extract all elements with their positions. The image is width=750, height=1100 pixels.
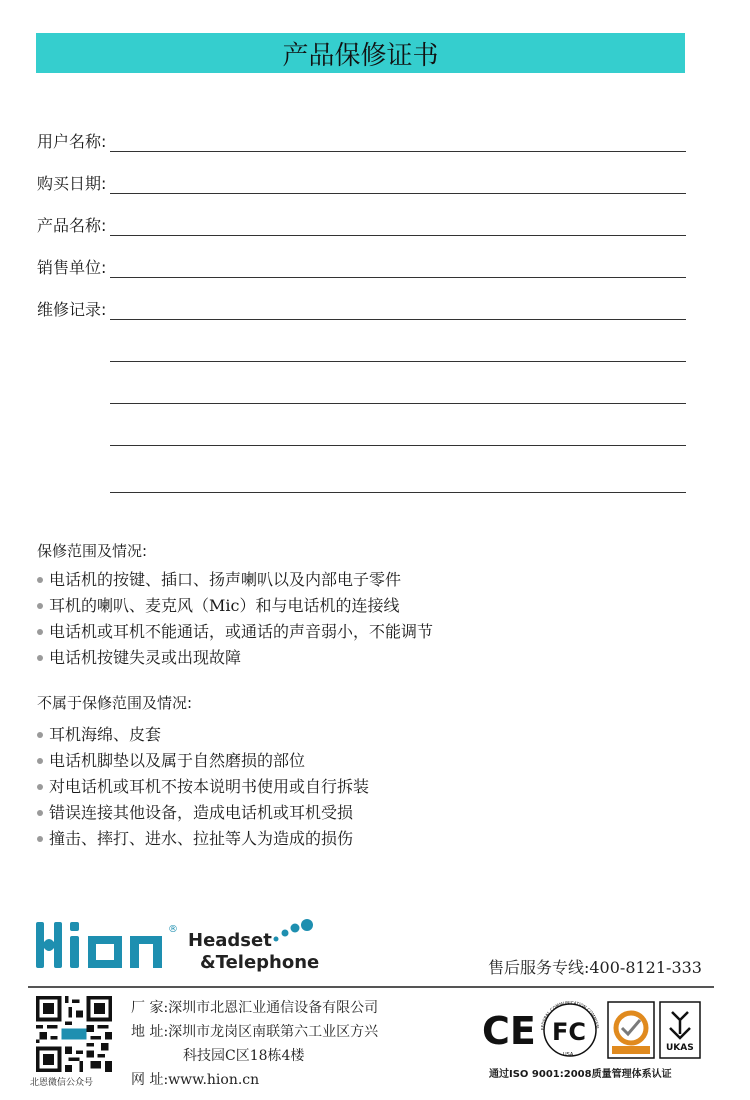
list-item: 撞击、摔打、进水、拉扯等人为造成的损伤: [37, 826, 369, 852]
bullet-icon: [37, 629, 43, 635]
seller-label: 销售单位:: [37, 258, 107, 277]
svg-text:CE: CE: [482, 1009, 536, 1053]
ce-mark-icon: [482, 1009, 536, 1053]
ukas-mark-icon: [660, 1002, 700, 1058]
bullet-icon: [37, 577, 43, 583]
company-info: [131, 996, 378, 1092]
company-address: 地 址:深圳市龙岗区南联第六工业区方兴: [131, 1024, 379, 1040]
form-row-user-name: [37, 128, 686, 152]
service-hotline: 售后服务专线:400-8121-333: [487, 958, 702, 977]
list-item: 电话机按键失灵或出现故障: [37, 645, 433, 671]
repair-record-line-2: [110, 361, 686, 362]
brand-headset-text: Headset: [188, 930, 272, 951]
purchase-date-line: [110, 193, 686, 194]
form-row-purchase-date: [37, 170, 686, 194]
svg-text:FEDERAL COMMUNICATION COMMISSI: FEDERAL COMMUNICATION COMMISSI: [539, 999, 600, 1031]
footer-divider: [28, 986, 714, 988]
list-item: 电话机脚垫以及属于自然磨损的部位: [37, 748, 369, 774]
purchase-date-label: 购买日期:: [37, 174, 107, 193]
form-row-product-name: [37, 212, 686, 236]
certification-logos: [482, 998, 702, 1062]
excluded-scope-title: 不属于保修范围及情况:: [37, 694, 193, 712]
brand-telephone-text: &Telephone: [200, 952, 320, 973]
bullet-icon: [37, 836, 43, 842]
list-item: 耳机海绵、皮套: [37, 722, 369, 748]
bullet-icon: [37, 758, 43, 764]
iso-certificate-icon: [608, 1002, 654, 1058]
bullet-icon: [37, 784, 43, 790]
list-item: 电话机或耳机不能通话，或通话的声音弱小，不能调节: [37, 619, 433, 645]
qr-code: [36, 996, 112, 1072]
product-name-label: 产品名称:: [37, 216, 107, 235]
list-item: 错误连接其他设备，造成电话机或耳机受损: [37, 800, 369, 826]
svg-text:USA: USA: [563, 1052, 574, 1058]
iso-caption: 通过ISO 9001:2008质量管理体系认证: [489, 1069, 672, 1080]
bullet-icon: [37, 603, 43, 609]
bullet-icon: [37, 655, 43, 661]
qr-caption: 北恩微信公众号: [30, 1078, 94, 1088]
form-row-repair-record: [37, 296, 686, 320]
warranty-scope-list: [37, 567, 433, 671]
product-name-line: [110, 235, 686, 236]
repair-record-label: 维修记录:: [37, 300, 107, 319]
user-name-label: 用户名称:: [37, 132, 107, 151]
title-bar: [36, 33, 685, 73]
warranty-scope-title: 保修范围及情况:: [37, 542, 148, 560]
seller-line: [110, 277, 686, 278]
company-website[interactable]: 网 址:www.hion.cn: [131, 1072, 260, 1088]
list-item: 对电话机或耳机不按本说明书使用或自行拆装: [37, 774, 369, 800]
company-maker: 厂 家:深圳市北恩汇业通信设备有限公司: [131, 1000, 379, 1016]
svg-text:UKAS: UKAS: [666, 1043, 694, 1053]
repair-record-line-3: [110, 403, 686, 404]
user-name-line: [110, 151, 686, 152]
bullet-icon: [37, 810, 43, 816]
repair-record-line-4: [110, 445, 686, 446]
repair-record-line: [110, 319, 686, 320]
form-row-seller: [37, 254, 686, 278]
list-item: 电话机的按键、插口、扬声喇叭以及内部电子零件: [37, 567, 433, 593]
repair-record-line-5: [110, 492, 686, 493]
bullet-icon: [37, 732, 43, 738]
excluded-scope-list: [37, 722, 369, 852]
svg-text:®: ®: [168, 924, 178, 935]
company-address-line-2: 科技园C区18栋4楼: [183, 1048, 305, 1064]
list-item: 耳机的喇叭、麦克风（Mic）和与电话机的连接线: [37, 593, 433, 619]
page-title: 产品保修证书: [282, 40, 439, 71]
svg-text:FC: FC: [552, 1018, 587, 1046]
